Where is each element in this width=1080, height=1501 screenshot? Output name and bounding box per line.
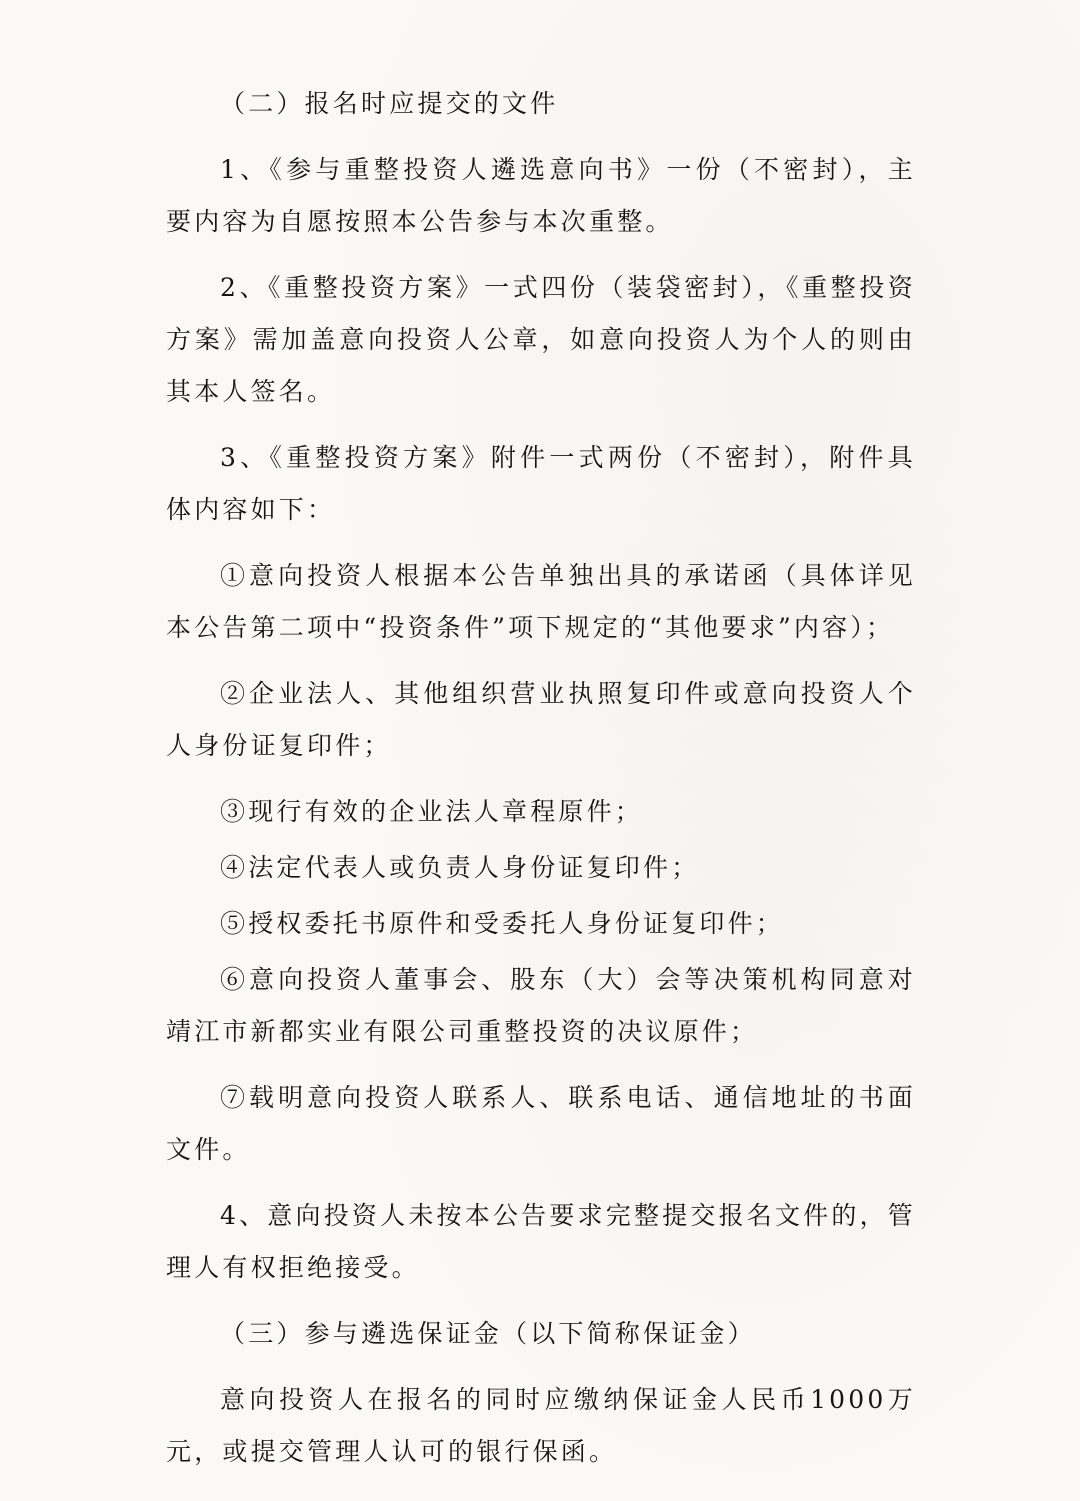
attachment-item-1: ①意向投资人根据本公告单独出具的承诺函（具体详见本公告第二项中“投资条件”项下规定的“其他要求”内容）； — [166, 561, 916, 642]
attachment-item-6: ⑥意向投资人董事会、股东（大）会等决策机构同意对靖江市新都实业有限公司重整投资的决议原件； — [166, 965, 916, 1046]
attachment-item-2: ②企业法人、其他组织营业执照复印件或意向投资人个人身份证复印件； — [166, 679, 916, 760]
section-heading-2: （二）报名时应提交的文件 — [220, 89, 559, 118]
attachment-item-4: ④法定代表人或负责人身份证复印件； — [220, 853, 700, 882]
paragraph-item-3: 3、《重整投资方案》附件一式两份（不密封），附件具体内容如下： — [166, 443, 916, 524]
paragraph-item-1: 1、《参与重整投资人遴选意向书》一份（不密封），主要内容为自愿按照本公告参与本次重整。 — [166, 155, 916, 236]
attachment-item-7: ⑦载明意向投资人联系人、联系电话、通信地址的书面文件。 — [166, 1083, 916, 1164]
section-heading-3: （三）参与遴选保证金（以下简称保证金） — [220, 1319, 756, 1348]
attachment-item-3: ③现行有效的企业法人章程原件； — [220, 797, 644, 826]
paragraph-item-2: 2、《重整投资方案》一式四份（装袋密封），《重整投资方案》需加盖意向投资人公章，如意向投资人为个人的则由其本人签名。 — [166, 273, 916, 406]
attachment-item-5: ⑤授权委托书原件和受委托人身份证复印件； — [220, 909, 785, 938]
document-body — [166, 78, 916, 1492]
paragraph-item-4: 4、意向投资人未按本公告要求完整提交报名文件的，管理人有权拒绝接受。 — [166, 1201, 916, 1282]
deposit-paragraph: 意向投资人在报名的同时应缴纳保证金人民币1000万元，或提交管理人认可的银行保函。 — [166, 1385, 916, 1466]
